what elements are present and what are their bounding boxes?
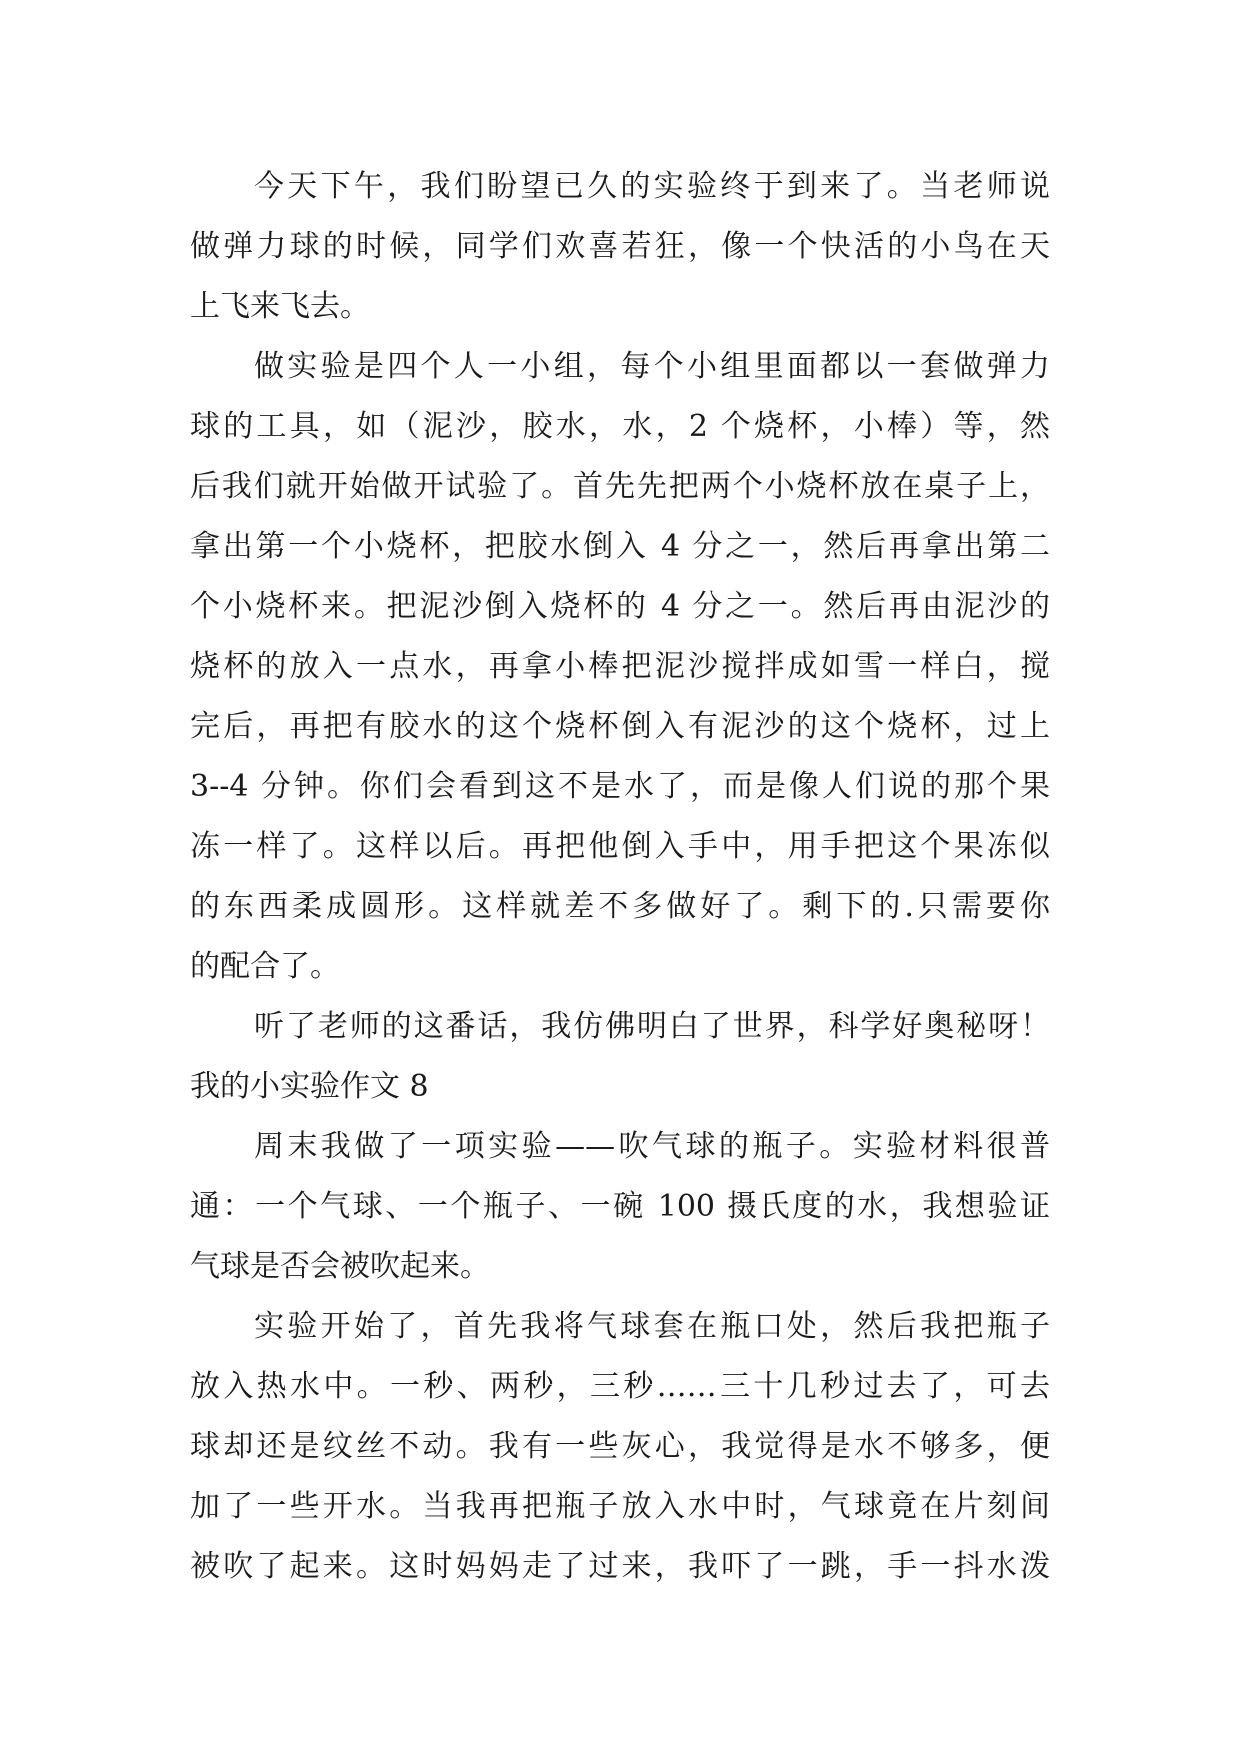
text-line: 做弹力球的时候，同学们欢喜若狂，像一个快活的小鸟在天	[190, 229, 1050, 264]
text-line: 放入热水中。一秒、两秒，三秒……三十几秒过去了，可去	[190, 1369, 1050, 1404]
text-line: 今天下午，我们盼望已久的实验终于到来了。当老师说	[254, 169, 1050, 204]
text-line: 球却还是纹丝不动。我有一些灰心，我觉得是水不够多，便	[190, 1429, 1050, 1464]
text-line: 加了一些开水。当我再把瓶子放入水中时，气球竟在片刻间	[190, 1489, 1050, 1524]
text-line: 完后，再把有胶水的这个烧杯倒入有泥沙的这个烧杯，过上	[190, 709, 1050, 744]
text-line: 3--4 分钟。你们会看到这不是水了，而是像人们说的那个果	[190, 769, 1050, 804]
text-line: 拿出第一个小烧杯，把胶水倒入 4 分之一，然后再拿出第二	[190, 529, 1050, 564]
text-line: 听了老师的这番话，我仿佛明白了世界，科学好奥秘呀！	[254, 1009, 1050, 1044]
text-line: 实验开始了，首先我将气球套在瓶口处，然后我把瓶子	[254, 1309, 1050, 1344]
text-line: 球的工具，如（泥沙，胶水，水，2 个烧杯，小棒）等，然	[190, 409, 1050, 444]
text-line: 上飞来飞去。	[190, 289, 370, 324]
text-line: 个小烧杯来。把泥沙倒入烧杯的 4 分之一。然后再由泥沙的	[190, 589, 1050, 624]
text-line: 通：一个气球、一个瓶子、一碗 100 摄氏度的水，我想验证	[190, 1189, 1050, 1224]
text-line: 做实验是四个人一小组，每个小组里面都以一套做弹力	[254, 349, 1050, 384]
text-line: 的配合了。	[190, 949, 340, 984]
text-line: 周末我做了一项实验——吹气球的瓶子。实验材料很普	[254, 1129, 1050, 1164]
text-line: 气球是否会被吹起来。	[190, 1249, 490, 1284]
text-line: 的东西柔成圆形。这样就差不多做好了。剩下的.只需要你	[190, 889, 1050, 924]
text-line: 后我们就开始做开试验了。首先先把两个小烧杯放在桌子上，	[190, 469, 1050, 504]
section-heading: 我的小实验作文 8	[190, 1069, 429, 1104]
text-line: 冻一样了。这样以后。再把他倒入手中，用手把这个果冻似	[190, 829, 1050, 864]
text-line: 烧杯的放入一点水，再拿小棒把泥沙搅拌成如雪一样白，搅	[190, 649, 1050, 684]
text-line: 被吹了起来。这时妈妈走了过来，我吓了一跳，手一抖水泼	[190, 1549, 1050, 1584]
